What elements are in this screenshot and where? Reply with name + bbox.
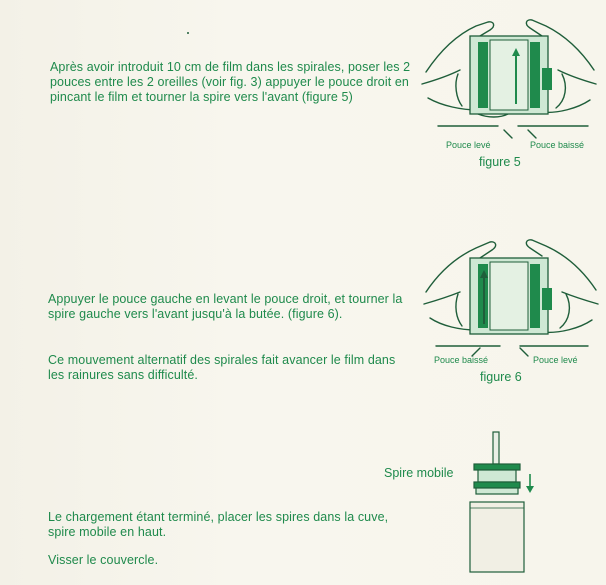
instruction-paragraph-2: Appuyer le pouce gauche en levant le pouce droit, et tourner la spire gauche vers l'avant jusqu'à la butée. (figure 6). [48,292,403,321]
figure-6-left-label: Pouce baissé [434,355,489,365]
instruction-paragraph-3: Ce mouvement alternatif des spirales fait avancer le film dans les rainures sans difficulté. [48,353,396,382]
figure-5-left-label: Pouce levé [446,140,491,150]
figure-5-right-label: Pouce baissé [530,140,585,150]
figure-6-caption: figure 6 [480,370,522,384]
figure-6-illustration [420,236,600,356]
figure-5-illustration [418,14,598,139]
tank-illustration [466,430,546,580]
figure-6-right-label: Pouce levé [533,355,578,365]
figure-5-caption: figure 5 [479,155,521,169]
speck [187,32,189,34]
spire-mobile-label: Spire mobile [384,466,454,480]
instruction-paragraph-4: Le chargement étant terminé, placer les spires dans la cuve, spire mobile en haut. [48,510,389,539]
instruction-paragraph-5: Visser le couvercle. [48,553,159,567]
instruction-paragraph-1: Après avoir introduit 10 cm de film dans les spirales, poser les 2 pouces entre les 2 oreilles (voir fig. 3) appuyer le pouce droit en pincant le film et tourner la spire vers l'avant (figure 5) [50,60,411,104]
